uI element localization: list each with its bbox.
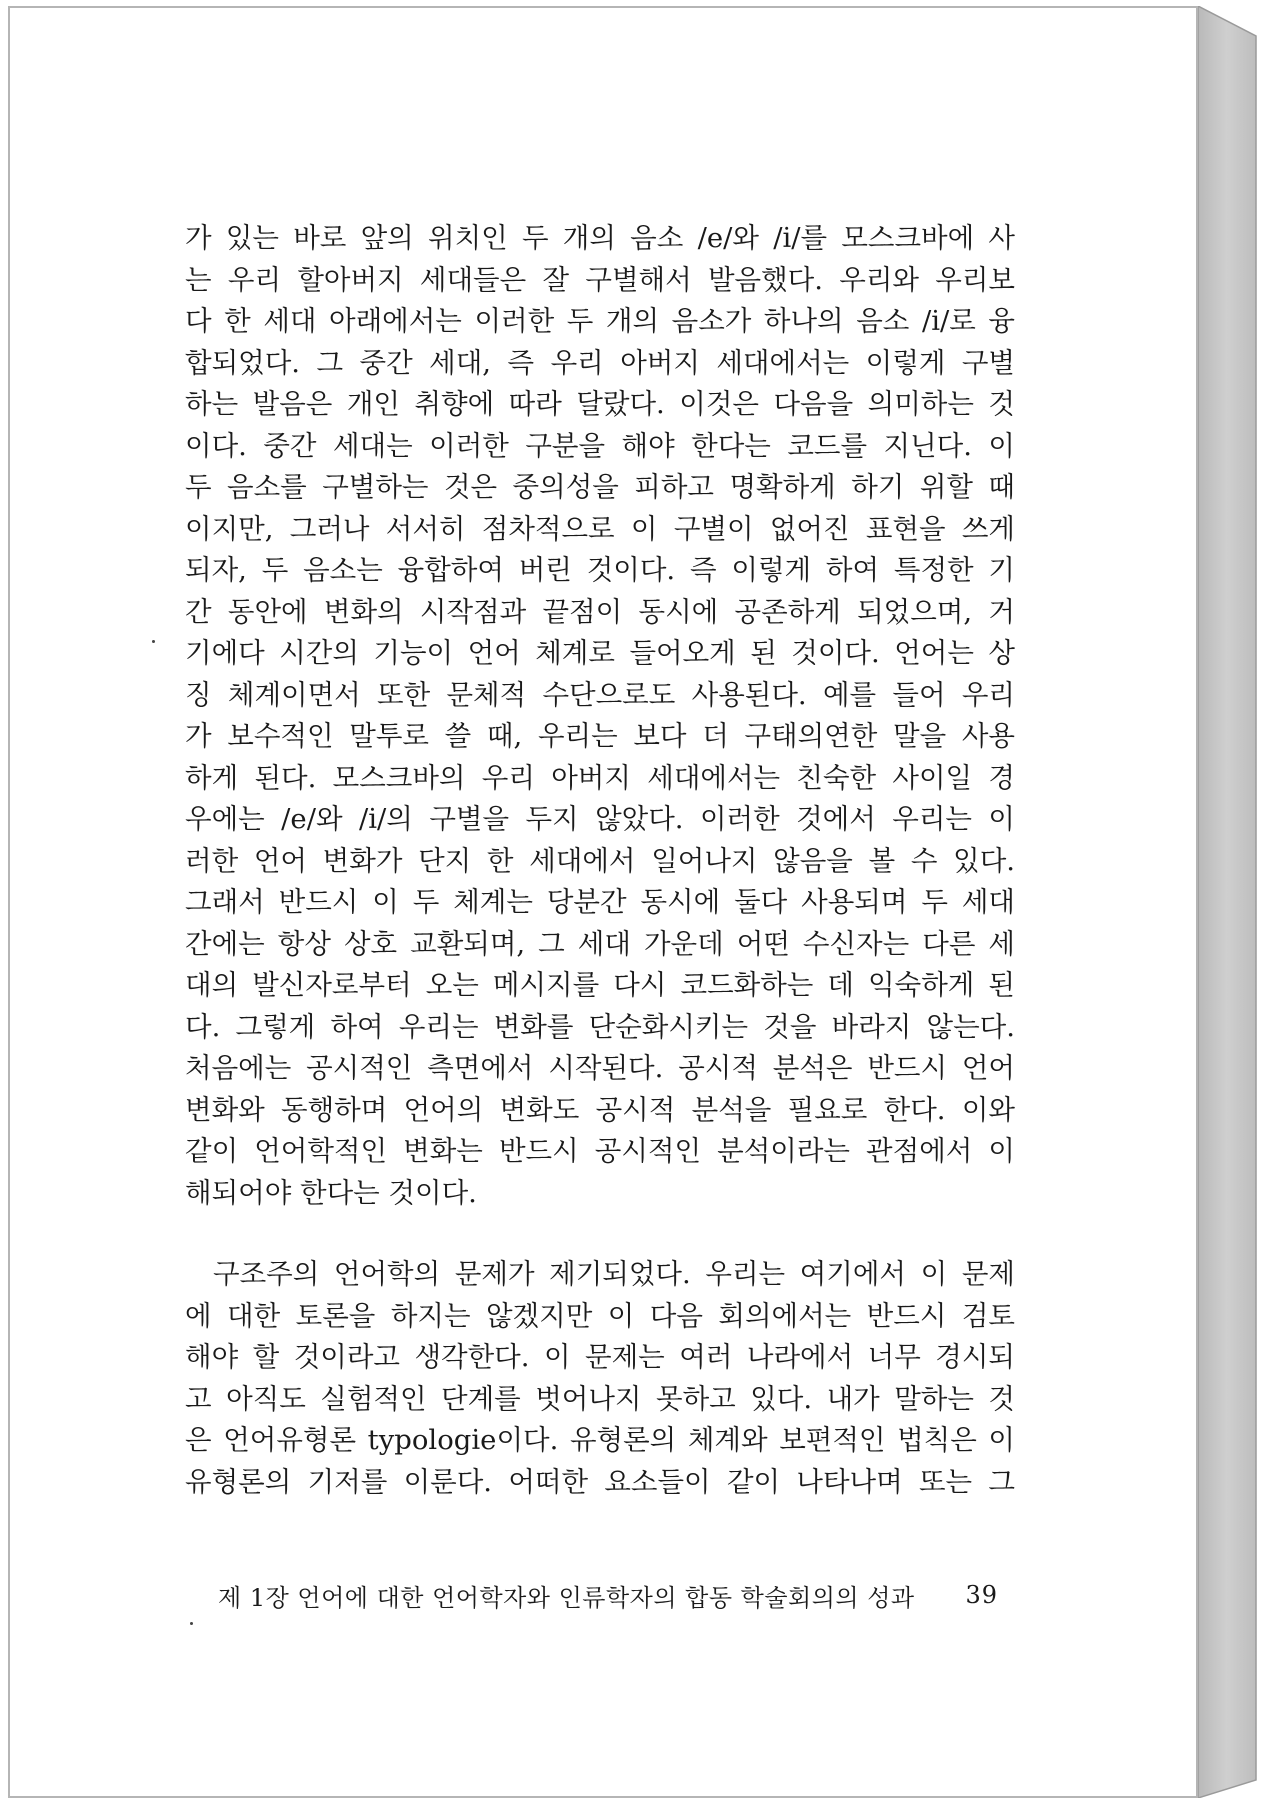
text-line: 가 보수적인 말투로 쓸 때, 우리는 보다 더 구태의연한 말을 사용: [185, 720, 1015, 752]
text-line: 하게 된다. 모스크바의 우리 아버지 세대에서는 친숙한 사이일 경: [185, 761, 1015, 794]
text-line: 간에는 항상 상호 교환되며, 그 세대 가운데 어떤 수신자는 다른 세: [185, 927, 1015, 960]
text-line: 다 한 세대 아래에서는 이러한 두 개의 음소가 하나의 음소 /i/로 융: [185, 305, 1015, 337]
body-text: [185, 218, 1015, 1503]
text-line: 그래서 반드시 이 두 체계는 당분간 동시에 둘다 사용되며 두 세대: [185, 886, 1015, 918]
print-speck: [152, 640, 155, 643]
page-number: 39: [965, 1581, 998, 1609]
text-line: 두 음소를 구별하는 것은 중의성을 피하고 명확하게 하기 위할 때: [185, 471, 1015, 503]
text-line: 에 대한 토론을 하지는 않겠지만 이 다음 회의에서는 반드시 검토: [185, 1299, 1015, 1332]
paragraph-2: [185, 1254, 1015, 1503]
text-line: 합되었다. 그 중간 세대, 즉 우리 아버지 세대에서는 이렇게 구별: [185, 346, 1015, 379]
chapter-title: 제 1장 언어에 대한 언어학자와 인류학자의 합동 학술회의의 성과: [218, 1583, 915, 1612]
text-line: 는 우리 할아버지 세대들은 잘 구별해서 발음했다. 우리와 우리보: [185, 263, 1015, 296]
text-line: 은 언어유형론 typologie이다. 유형론의 체계와 보편적인 법칙은 이: [185, 1424, 1015, 1456]
text-line: 우에는 /e/와 /i/의 구별을 두지 않았다. 이러한 것에서 우리는 이: [185, 803, 1015, 835]
text-line: 변화와 동행하며 언어의 변화도 공시적 분석을 필요로 한다. 이와: [185, 1093, 1015, 1126]
paragraph-1: [185, 218, 1015, 1214]
text-line: 이지만, 그러나 서서히 점차적으로 이 구별이 없어진 표현을 쓰게: [185, 512, 1015, 545]
print-speck: [190, 1622, 193, 1625]
text-line: 징 체계이면서 또한 문체적 수단으로도 사용된다. 예를 들어 우리: [185, 678, 1015, 711]
text-line: 처음에는 공시적인 측면에서 시작된다. 공시적 분석은 반드시 언어: [185, 1052, 1015, 1084]
text-line: 가 있는 바로 앞의 위치인 두 개의 음소 /e/와 /i/를 모스크바에 사: [185, 222, 1015, 254]
text-line: 하는 발음은 개인 취향에 따라 달랐다. 이것은 다음을 의미하는 것: [185, 388, 1015, 420]
page-footer: [218, 1575, 998, 1615]
book-spine: [1198, 6, 1260, 1798]
text-line: 기에다 시간의 기능이 언어 체계로 들어오게 된 것이다. 언어는 상: [185, 637, 1015, 669]
text-line: 다. 그렇게 하여 우리는 변화를 단순화시키는 것을 바라지 않는다.: [185, 1010, 1015, 1043]
text-line: 해야 할 것이라고 생각한다. 이 문제는 여러 나라에서 너무 경시되: [185, 1341, 1015, 1373]
paragraph-gap: [185, 1214, 1015, 1254]
text-line: 고 아직도 실험적인 단계를 벗어나지 못하고 있다. 내가 말하는 것: [185, 1382, 1015, 1415]
text-line: 되자, 두 음소는 융합하여 버린 것이다. 즉 이렇게 하여 특정한 기: [185, 554, 1015, 586]
text-line: 러한 언어 변화가 단지 한 세대에서 일어나지 않음을 볼 수 있다.: [185, 844, 1015, 877]
text-line: 같이 언어학적인 변화는 반드시 공시적인 분석이라는 관점에서 이: [185, 1135, 1015, 1167]
text-line: 간 동안에 변화의 시작점과 끝점이 동시에 공존하게 되었으며, 거: [185, 595, 1015, 628]
text-line: 대의 발신자로부터 오는 메시지를 다시 코드화하는 데 익숙하게 된: [185, 969, 1015, 1001]
text-line: 구조주의 언어학의 문제가 제기되었다. 우리는 여기에서 이 문제: [213, 1258, 1015, 1290]
text-line: 이다. 중간 세대는 이러한 구분을 해야 한다는 코드를 지닌다. 이: [185, 429, 1015, 462]
text-line: 해되어야 한다는 것이다.: [185, 1176, 477, 1209]
text-line: 유형론의 기저를 이룬다. 어떠한 요소들이 같이 나타나며 또는 그: [185, 1465, 1015, 1498]
